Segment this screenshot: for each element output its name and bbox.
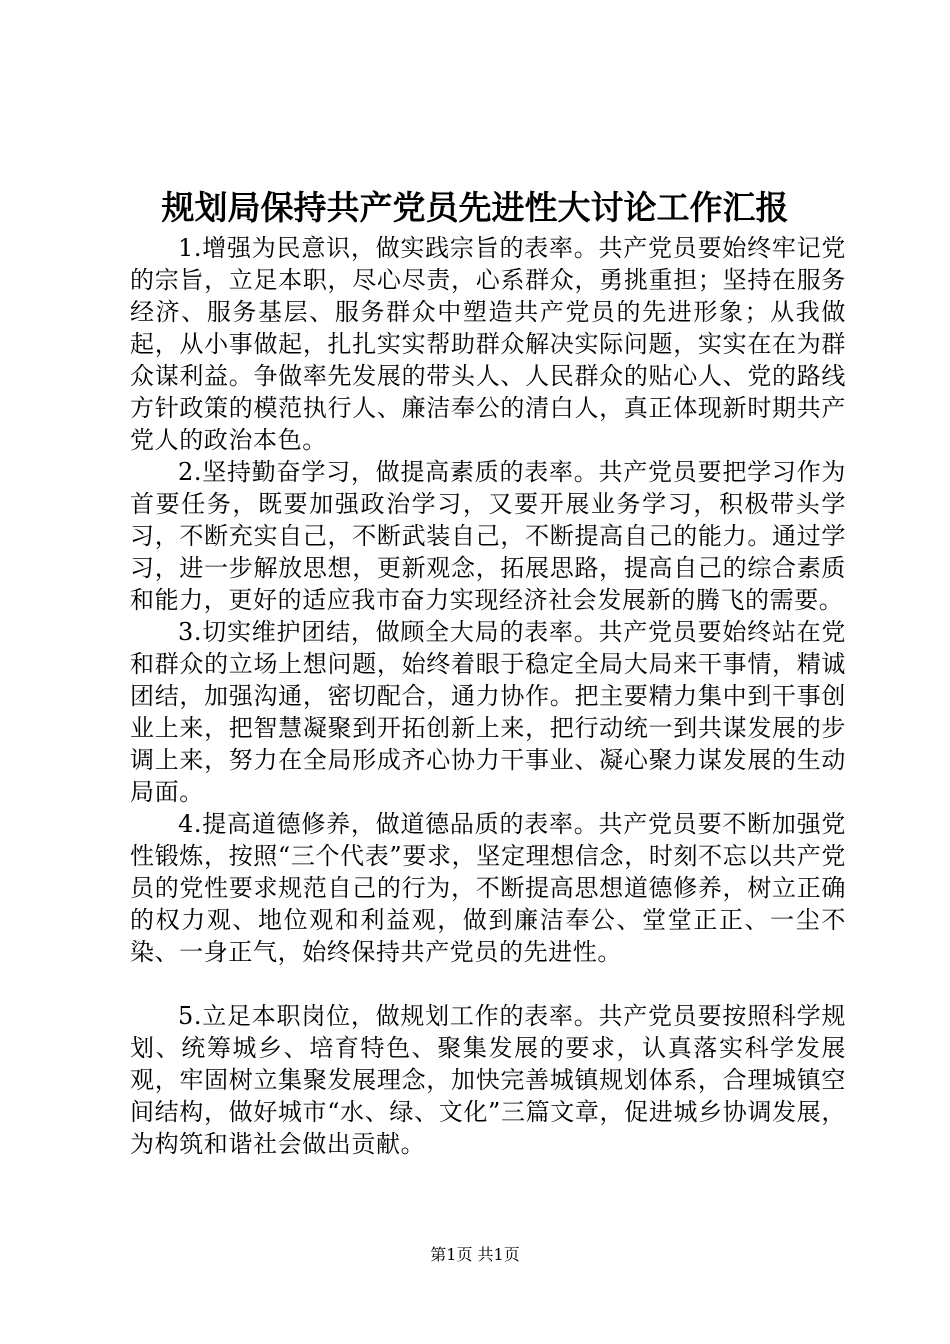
- document-body: [130, 232, 846, 1160]
- document-title: 规划局保持共产党员先进性大讨论工作汇报: [161, 188, 789, 227]
- paragraph-3: 3.切实维护团结，做顾全大局的表率。共产党员要始终站在党和群众的立场上想问题，始终着眼于稳定全局大局来干事情，精诚团结，加强沟通，密切配合，通力协作。把主要精力集中到干事创业上来，把智慧凝聚到开拓创新上来，把行动统一到共谋发展的步调上来，努力在全局形成齐心协力干事业、凝心聚力谋发展的生动局面。: [130, 618, 846, 806]
- paragraph-1: 1.增强为民意识，做实践宗旨的表率。共产党员要始终牢记党的宗旨，立足本职，尽心尽责，心系群众，勇挑重担；坚持在服务经济、服务基层、服务群众中塑造共产党员的先进形象；从我做起，从小事做起，扎扎实实帮助群众解决实际问题，实实在在为群众谋利益。争做率先发展的带头人、人民群众的贴心人、党的路线方针政策的模范执行人、廉洁奉公的清白人，真正体现新时期共产党人的政治本色。: [130, 234, 846, 454]
- paragraph-4: 4.提高道德修养，做道德品质的表率。共产党员要不断加强党性锻炼，按照“三个代表”要求，坚定理想信念，时刻不忘以共产党员的党性要求规范自己的行为，不断提高思想道德修养，树立正确的权力观、地位观和利益观，做到廉洁奉公、堂堂正正、一尘不染、一身正气，始终保持共产党员的先进性。: [130, 810, 846, 966]
- paragraph-5: 5.立足本职岗位，做规划工作的表率。共产党员要按照科学规划、统筹城乡、培育特色、聚集发展的要求，认真落实科学发展观，牢固树立集聚发展理念，加快完善城镇规划体系，合理城镇空间结构，做好城市“水、绿、文化”三篇文章，促进城乡协调发展，为构筑和谐社会做出贡献。: [130, 1002, 846, 1158]
- page-number-footer: 第1页 共1页: [430, 1245, 520, 1264]
- paragraph-2: 2.坚持勤奋学习，做提高素质的表率。共产党员要把学习作为首要任务，既要加强政治学习，又要开展业务学习，积极带头学习，不断充实自己，不断武装自己，不断提高自己的能力。通过学习，进一步解放思想，更新观念，拓展思路，提高自己的综合素质和能力，更好的适应我市奋力实现经济社会发展新的腾飞的需要。: [130, 458, 846, 614]
